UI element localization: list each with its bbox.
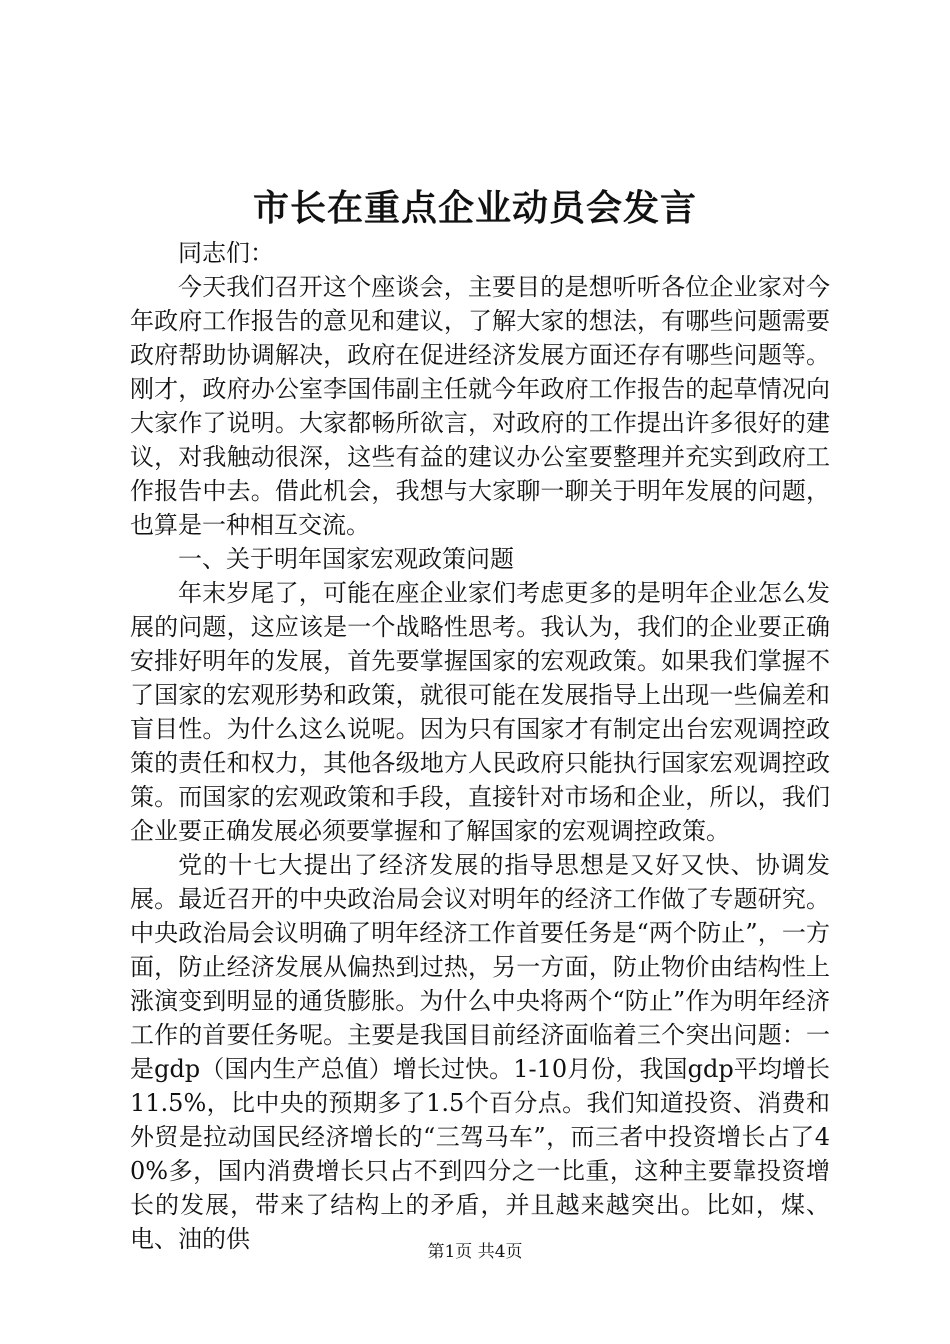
salutation-paragraph: 同志们： xyxy=(178,239,274,267)
body-paragraph: 党的十七大提出了经济发展的指导思想是又好又快、协调发展。最近召开的中央政治局会议对明年的经济工作做了专题研究。中央政治局会议明确了明年经济工作首要任务是“两个防止”，一方面，防止经济发展从偏热到过热，另一方面，防止物价由结构性上涨演变到明显的通货膨胀。为什么中央将两个“防止”作为明年经济工作的首要任务呢。主要是我国目前经济面临着三个突出问题：一是gdp（国内生产总值）增长过快。1-10月份，我国gdp平均增长11.5%，比中央的预期多了1.5个百分点。我们知道投资、消费和外贸是拉动国民经济增长的“三驾马车”，而三者中投资增长占了40%多，国内消费增长只占不到四分之一比重，这种主要靠投资增长的发展，带来了结构上的矛盾，并且越来越突出。比如，煤、电、油的供 xyxy=(130,851,830,1253)
document-title: 市长在重点企业动员会发言 xyxy=(252,187,697,229)
document-body xyxy=(130,236,830,1256)
section-heading: 一、关于明年国家宏观政策问题 xyxy=(178,545,514,573)
body-paragraph: 年末岁尾了，可能在座企业家们考虑更多的是明年企业怎么发展的问题，这应该是一个战略性思考。我认为，我们的企业要正确安排好明年的发展，首先要掌握国家的宏观政策。如果我们掌握不了国家的宏观形势和政策，就很可能在发展指导上出现一些偏差和盲目性。为什么这么说呢。因为只有国家才有制定出台宏观调控政策的责任和权力，其他各级地方人民政府只能执行国家宏观调控政策。而国家的宏观政策和手段，直接针对市场和企业，所以，我们企业要正确发展必须要掌握和了解国家的宏观调控政策。 xyxy=(130,579,830,845)
page-number-footer: 第1页 共4页 xyxy=(427,1242,523,1262)
intro-paragraph: 今天我们召开这个座谈会，主要目的是想听听各位企业家对今年政府工作报告的意见和建议，了解大家的想法，有哪些问题需要政府帮助协调解决，政府在促进经济发展方面还存有哪些问题等。刚才，政府办公室李国伟副主任就今年政府工作报告的起草情况向大家作了说明。大家都畅所欲言，对政府的工作提出许多很好的建议，对我触动很深，这些有益的建议办公室要整理并充实到政府工作报告中去。借此机会，我想与大家聊一聊关于明年发展的问题，也算是一种相互交流。 xyxy=(130,273,830,539)
